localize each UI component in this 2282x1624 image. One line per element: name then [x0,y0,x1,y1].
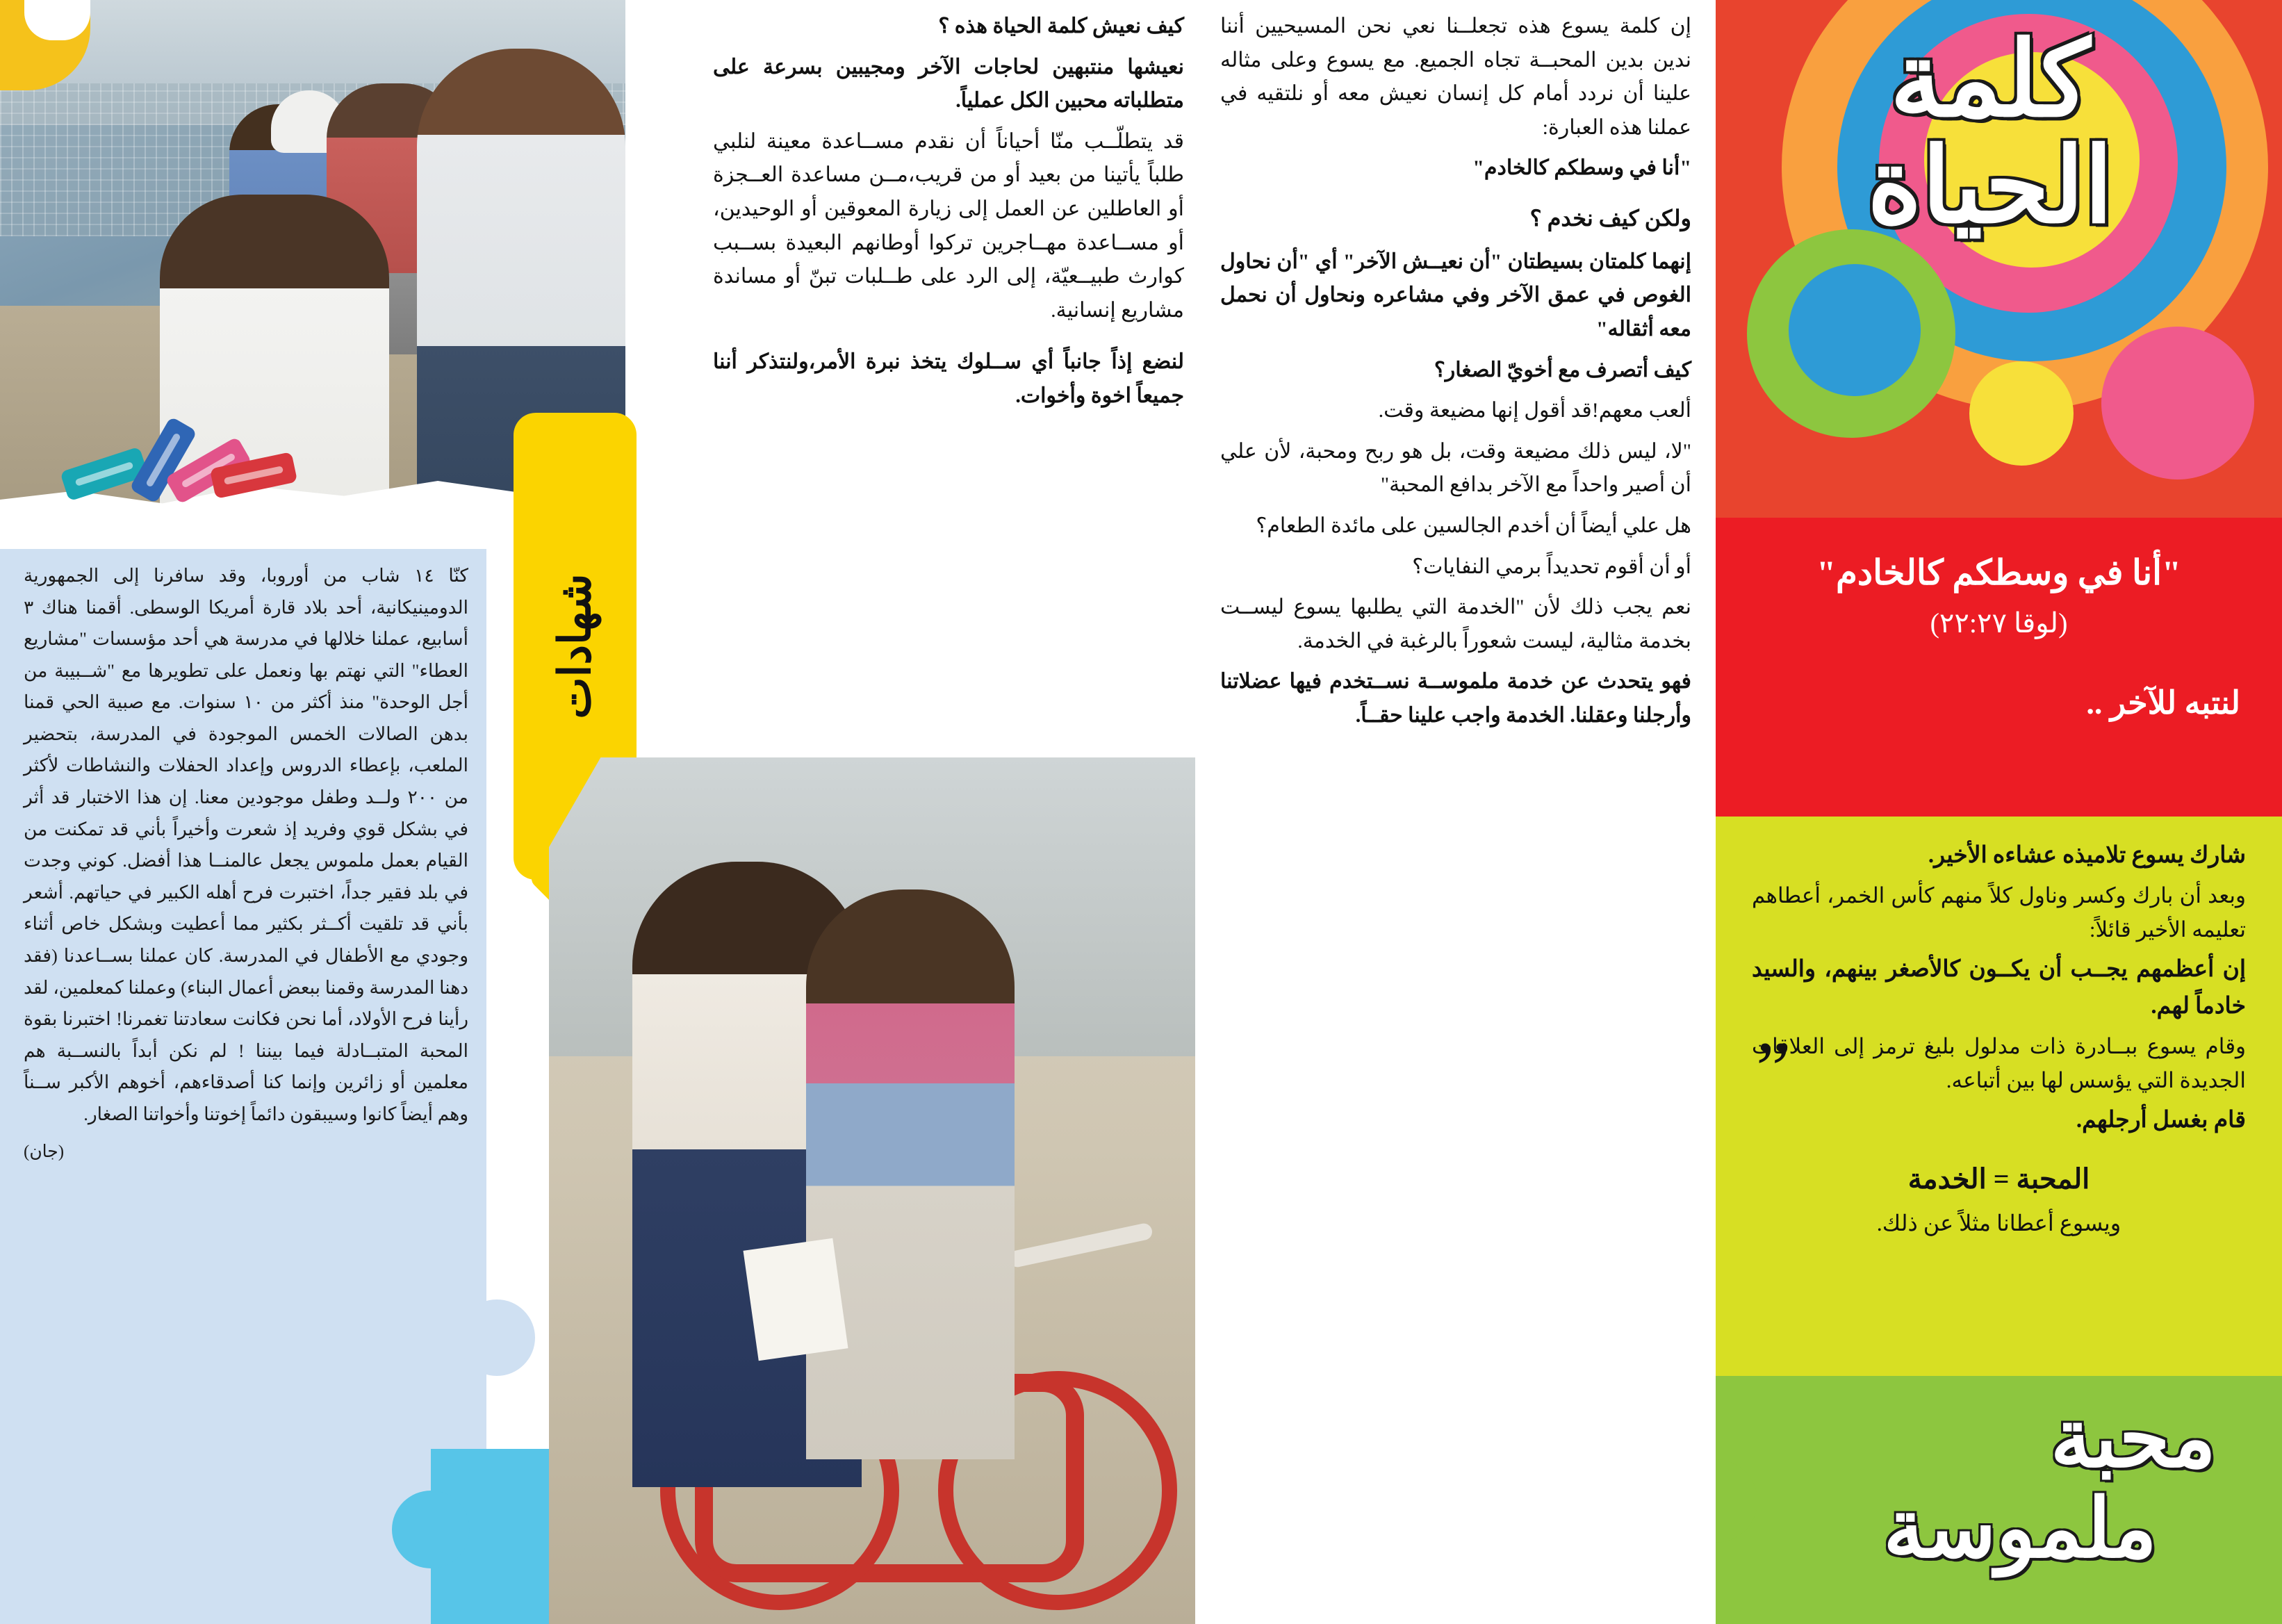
paragraph: وبعد أن بارك وكسر وناول كلاً منهم كأس الخمر، أعطاهم تعليمه الأخير قائلاً: [1752,883,2246,942]
magazine-title-line1: كلمة [1889,23,2091,138]
love-equals-service: المحبة = الخدمة [1907,1163,2090,1195]
paragraph: هل علي أيضاً أن أخدم الجالسين على مائدة الطعام؟ [1256,514,1691,537]
paragraph: شارك يسوع تلاميذه عشاءه الأخير. [1928,843,2246,868]
paragraph: قام بغسل أرجلهم. [2076,1107,2246,1133]
testimony-text: كنّا ١٤ شاب من أوروبا، وقد سافرنا إلى الجمهورية الدومينيكانية، أحد بلاد قارة أمريكا الوسطى. أقمنا هناك ٣ أسابيع، عملنا خلالها في مدرسة هي أحد مؤسسات "مشاريع العطاء" التي نهتم بها ونعمل على تطويرها مع "شــبيبة من أجل الوحدة" منذ أكثر من ١٠ سنوات. مع صبية الحي قمنا بدهن الصالات الخمس الموجودة في المدرسة، بتحضير الملعب، بإعطاء الدروس وإعداد الحفلات والنشاطات لأكثر من ٢٠٠ ولــد وطفل موجودين معنا. إن هذا الاختبار قد أثر في بشكل قوي وفريد إذ شعرت وأخيراً بأني قد تمكنت من القيام بعمل ملموس يجعل عالمنــا هذا أفضل. كوني وجدت في بلد فقير جداً، اختبرت فرح أهله الكبير في حياتهم. أشعر بأني قد تلقيت أكــثر بكثير مما أعطيت وبشكل خاص أثناء وجودي مع الأطفال في المدرسة. كان عملنا بســاعدنا (فقد دهنا المدرسة وقمنا ببعض أعمال البناء) وعملنا كمعلمين، لقد رأينا فرح الأولاد، أما نحن فكانت سعادتنا تغمرنا! اختبرنا بقوة المحبة المتبــادلة فيما بيننا ! لم نكن أبداً بالنســبة هم معلمين أو زائرين وإنما كنا أصدقاءهم، أخوهم الأكبر ســناً وهم أيضاً كانوا وسيبقون دائماً إخوتنا وأخواتنا الصغار. [24,565,469,1124]
article-column-right [1216,0,1696,1624]
footer-word-1: محبة [2050,1393,2216,1484]
article-column-middle [709,0,1188,1624]
decor-circle-blue-small [1789,264,1921,396]
verse-subheading: لنتبه للآخر .. [2086,684,2240,721]
clothespins-decoration [63,417,292,514]
paragraph: نعم يجب ذلك لأن "الخدمة التي يطلبها يسوع ليســت بخدمة مثالية، ليست شعوراً بالرغبة في الخدمة. [1220,596,1691,653]
paragraph: ألعب معهم!قد أقول إنها مضيعة وقت. [1378,399,1691,423]
magazine-title [1782,23,2199,245]
paragraph: أو أن أقوم تحديداً برمي النفايات؟ [1412,555,1691,578]
verse-quote: "أنا في وسطكم كالخادم" [1816,553,2181,592]
paragraph: لنضع إذاً جانباً أي ســلوك يتخذ نبرة الأمر،ولنتذكر أننا جميعاً اخوة وأخوات. [713,350,1184,407]
paragraph: إن كلمة يسوع هذه تجعلــنا نعي نحن المسيحيين أننا ندين بدين المحبــة تجاه الجميع. مع يسوع وعلى مثاله علينا أن نردد أمام كل إنسان نعيش معه أو نلتقيه في عملنا هذه العبارة: [1220,15,1691,139]
blue-strip-notch [392,1491,470,1568]
clothespin-teal-icon [60,447,149,502]
footer-word-2: ملموسة [1883,1484,2157,1575]
testimony-signature: (جان) [24,1142,65,1162]
paragraph: نعيشها منتبهين لحاجات الآخر ومجيبين بسرعة على متطلباته محبين الكل عملياً. [713,55,1184,113]
verse-panel [1716,518,2282,817]
masthead-panel [1716,0,2282,518]
verse-reference: (لوقا ٢٢:٢٧) [1930,607,2068,639]
paragraph: "أنا في وسطكم كالخادم" [1472,156,1691,180]
question-heading: كيف أتصرف مع أخويّ الصغار؟ [1434,358,1691,382]
decor-circle-pink-small [2101,327,2254,479]
puzzle-notch [459,1299,535,1376]
paragraph: كيف نعيش كلمة الحياة هذه ؟ [938,15,1184,38]
section-heading: ولكن كيف نخدم ؟ [1529,205,1691,231]
quotation-mark-icon: ” [1756,1026,1790,1111]
closing-line: ويسوع أعطانا مثلاً عن ذلك. [1876,1210,2121,1236]
paragraph: قد يتطلّــب منّا أحياناً أن نقدم مســاعدة معينة لنلبي طلباً يأتينا من بعيد أو من قريب،مــن مساعدة العــجزة أو العاطلين عن العمل إلى زيارة المعوقين أو الوحيدين، أو مســاعدة مهــاجرين تركوا أوطانهم البعيدة بســبب كوارث طبيــعيّة، إلى الرد على طــلبات تبنّ أو مساندة مشاريع إنسانية. [713,129,1184,322]
paragraph: إنهما كلمتان بسيطتان "أن نعيــش الآخر" أي "أن نحاول الغوص في عمق الآخر وفي مشاعره ونحاول أن نحمل معه أثقاله" [1220,249,1691,341]
left-column [0,0,664,1624]
footer-badge [1716,1376,2282,1624]
ribbon-label: شهادات [550,573,600,719]
paragraph: "لا، ليس ذلك مضيعة وقت، بل هو ربح ومحبة، لأن علي أن أصير واحداً مع الآخر بدافع المحبة" [1220,439,1691,497]
decor-circle-yellow-small [1969,361,2074,466]
paragraph: فهو يتحدث عن خدمة ملموســة نســتخدم فيها عضلاتنا وأرجلنا وعقلنا. الخدمة واجب علينا حقــاً. [1220,670,1691,727]
paragraph: إن أعظمهم يجــب أن يكــون كالأصغر بينهم، والسيد خادماً لهم. [1752,956,2246,1019]
right-sidebar [1716,0,2282,1624]
footer-puzzle-tab [1716,1459,1757,1543]
testimony-panel [0,549,486,1624]
paragraph: وقام يسوع ببــادرة ذات مدلول بليغ ترمز إلى العلاقات الجديدة التي يؤسس لها بين أتباعه. [1752,1033,2246,1093]
magazine-title-line2: الحياة [1867,129,2113,245]
green-commentary-panel [1716,817,2282,1376]
